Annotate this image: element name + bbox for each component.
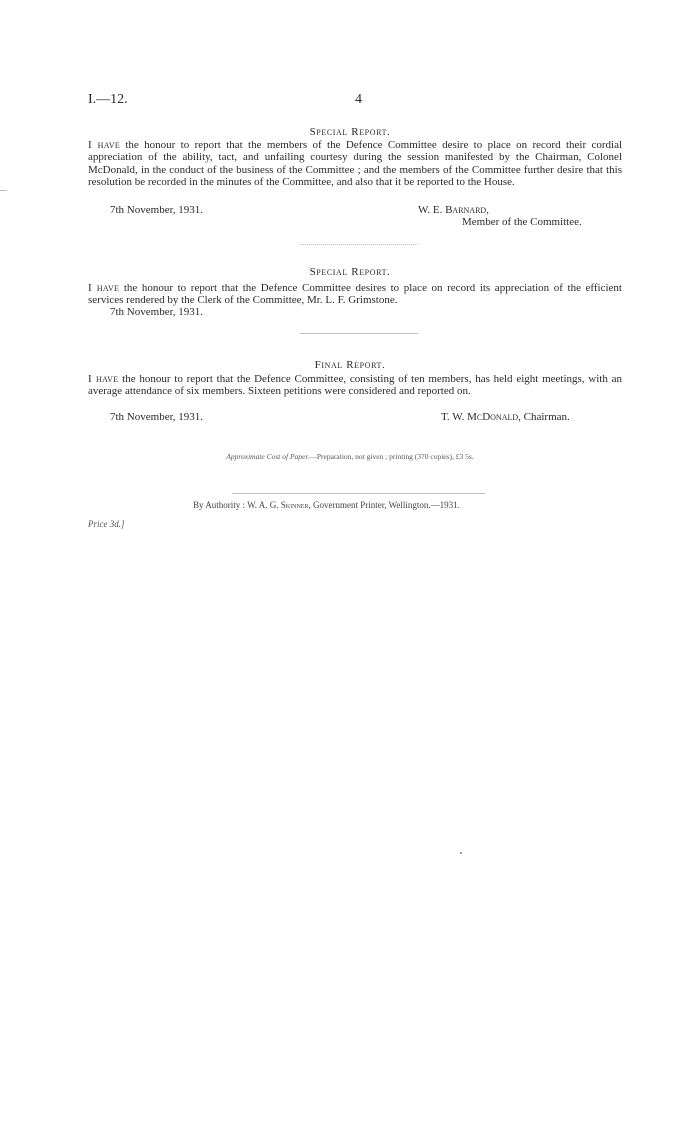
report3-date: 7th November, 1931. bbox=[110, 411, 204, 423]
report1-body: the honour to report that the members of the Defence Committee desire to place on record their cordial appreciation of the ability, tact, and unfailing courtesy during the session manifested by the Chairman, Colonel McDonald, in the conduct of the business of the Committee ; and the members of the Committee further desire that this resolution be recorded in the minutes of the Committee, and also that it be reported to the House. bbox=[88, 139, 623, 188]
margin-mark bbox=[0, 190, 7, 191]
footer-rule bbox=[232, 493, 485, 494]
report3-signatory bbox=[441, 411, 570, 423]
report2-date: 7th November, 1931. bbox=[110, 306, 204, 318]
cost-of-paper bbox=[0, 452, 700, 461]
report2-body: the honour to report that the Defence Committee desires to place on record its appreciation of the efficient services rendered by the Clerk of the Committee, Mr. L. F. Grimstone. bbox=[88, 282, 622, 307]
printer-surname: Skinner, bbox=[280, 500, 311, 510]
printer-initials: W. A. G. bbox=[247, 500, 279, 510]
authority-prefix: By Authority : bbox=[193, 500, 246, 510]
section-divider bbox=[300, 244, 418, 245]
report3-signatory-surname: McDonald, bbox=[467, 411, 521, 423]
report1-signatory bbox=[418, 204, 489, 216]
report1-heading: Special Report. bbox=[309, 126, 391, 138]
report1-paragraph bbox=[88, 139, 622, 188]
cost-text: —Preparation, not given ; printing (370 copies), £3 5s. bbox=[309, 452, 474, 461]
report3-paragraph bbox=[88, 373, 622, 398]
report1-signatory-surname: Barnard, bbox=[445, 204, 489, 216]
report3-body: the honour to report that the Defence Committee, consisting of ten members, has held eight meetings, with an average attendance of six members. Sixteen petitions were considered and reported on. bbox=[88, 373, 622, 398]
report2-heading: Special Report. bbox=[309, 266, 391, 278]
page-number: 4 bbox=[355, 92, 362, 107]
report3-signatory-role: Chairman. bbox=[523, 411, 570, 423]
cost-label: Approximate Cost of Paper. bbox=[226, 452, 310, 461]
printer-authority bbox=[193, 500, 460, 510]
report1-signatory-initials: W. E. bbox=[418, 204, 443, 216]
document-reference: I.—12. bbox=[88, 92, 128, 107]
report1-signatory-role: Member of the Committee. bbox=[462, 216, 582, 228]
report3-signatory-initials: T. W. bbox=[441, 411, 465, 423]
report2-lead: I have bbox=[88, 282, 120, 294]
report3-lead: I have bbox=[88, 373, 119, 385]
report1-date: 7th November, 1931. bbox=[110, 204, 204, 216]
report1-lead: I have bbox=[88, 139, 121, 151]
price: Price 3d.] bbox=[88, 519, 125, 529]
speck bbox=[460, 852, 462, 854]
printer-rest: Government Printer, Wellington.—1931. bbox=[312, 500, 460, 510]
report3-heading: Final Report. bbox=[314, 359, 386, 371]
report2-paragraph bbox=[88, 282, 622, 307]
section-divider bbox=[300, 333, 418, 334]
